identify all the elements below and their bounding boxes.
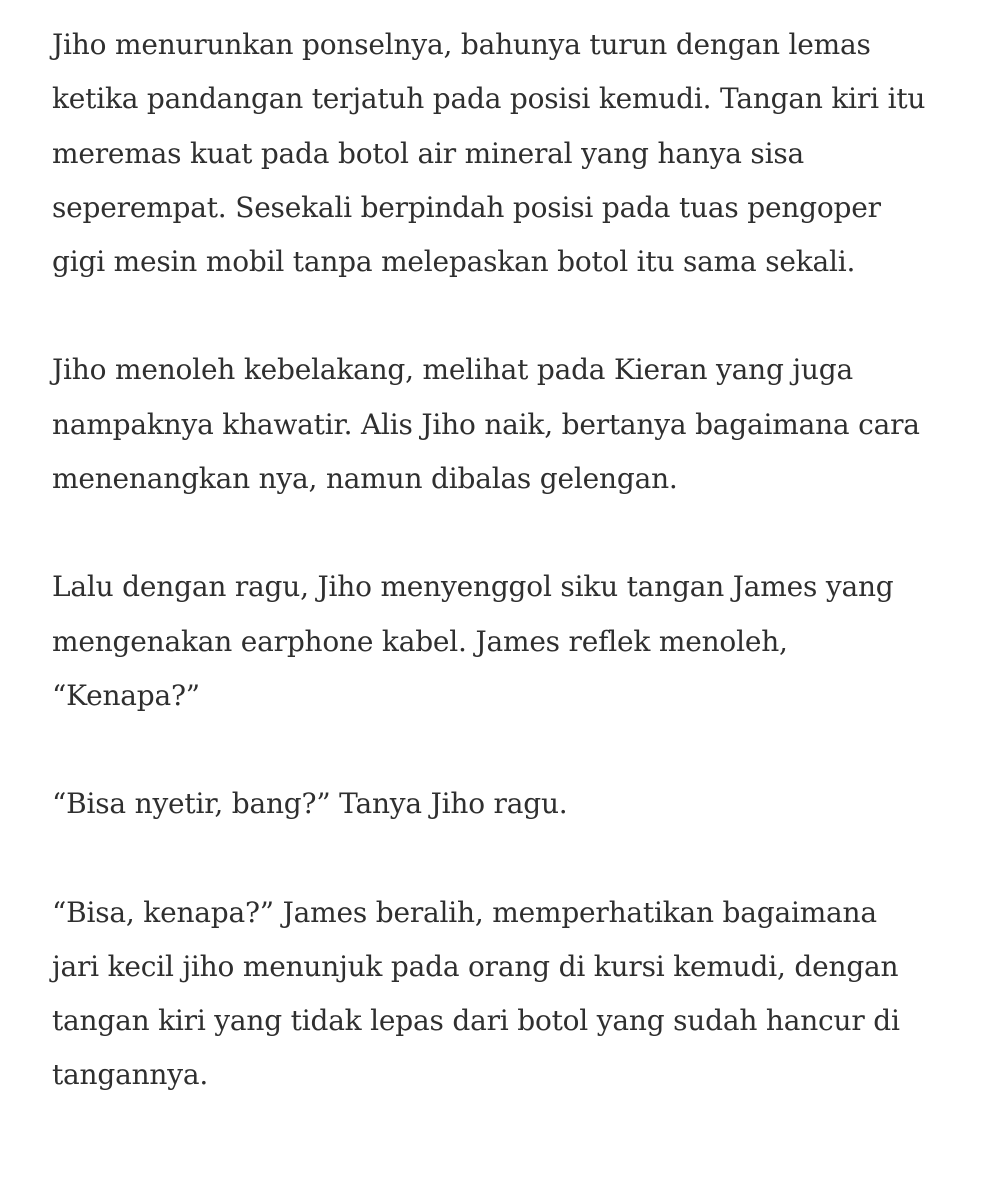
paragraph-1: Jiho menurunkan ponselnya, bahunya turun dengan lemas ketika pandangan terjatuh pada posisi kemudi. Tangan kiri itu meremas kuat pada botol air mineral yang hanya sisa seperempat. Sesekali berpindah posisi pada tuas pengoper gigi mesin mobil tanpa melepaskan botol itu sama sekali.	[52, 28, 926, 279]
paragraph-3: Lalu dengan ragu, Jiho menyenggol siku tangan James yang mengenakan earphone kabel. James reflek menoleh, “Kenapa?”	[52, 570, 894, 712]
paragraph-4: “Bisa nyetir, bang?” Tanya Jiho ragu.	[52, 787, 568, 821]
paragraph-2: Jiho menoleh kebelakang, melihat pada Kieran yang juga nampaknya khawatir. Alis Jiho naik, bertanya bagaimana cara menenangkan nya, namun dibalas gelengan.	[52, 353, 920, 496]
paragraph-5: “Bisa, kenapa?” James beralih, memperhatikan bagaimana jari kecil jiho menunjuk pada orang di kursi kemudi, dengan tangan kiri yang tidak lepas dari botol yang sudah hancur di tangannya.	[52, 895, 900, 1092]
article-body	[52, 18, 952, 1157]
